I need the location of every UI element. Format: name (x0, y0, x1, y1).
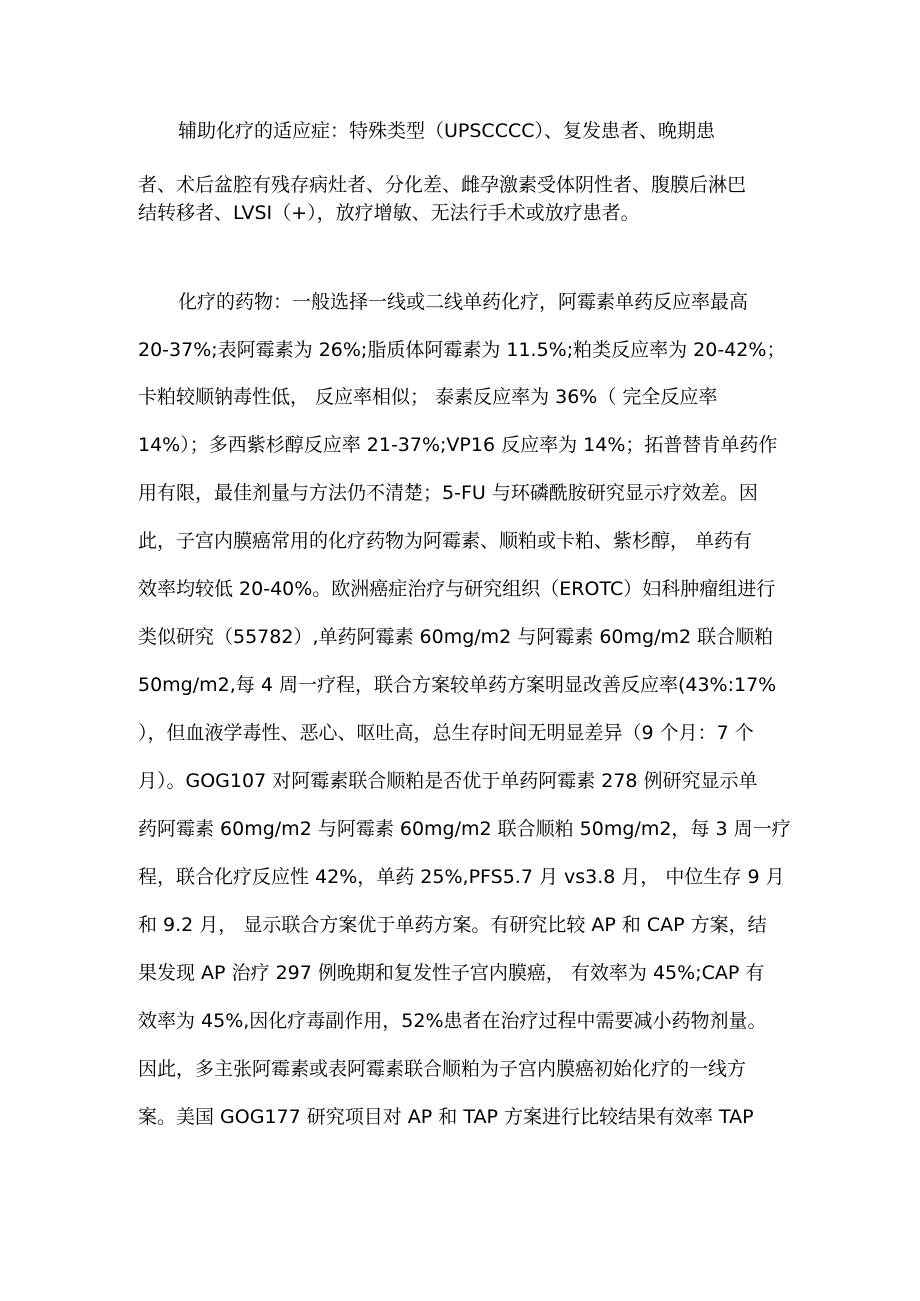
text-line: 20-37%;表阿霉素为 26%;脂质体阿霉素为 11.5%;粕类反应率为 20-42%； (138, 339, 786, 361)
text-line: 和 9.2 月， 显示联合方案优于单药方案。有研究比较 AP 和 CAP 方案，结 (138, 914, 767, 936)
text-line: 辅助化疗的适应症：特殊类型（UPSCCCC）、复发患者、晚期患 (178, 120, 715, 142)
text-line: 效率均较低 20-40%。欧洲癌症治疗与研究组织（EROTC）妇科肿瘤组进行 (138, 578, 776, 600)
text-line: 卡粕较顺钠毒性低， 反应率相似； 泰素反应率为 36%（ 完全反应率 (138, 386, 718, 408)
text-line: 用有限，最佳剂量与方法仍不清楚；5-FU 与环磷酰胺研究显示疗效差。因 (138, 482, 758, 504)
text-line: 50mg/m2,每 4 周一疗程，联合方案较单药方案明显改善反应率(43%:17% (138, 674, 777, 696)
text-line: 化疗的药物：一般选择一线或二线单药化疗，阿霉素单药反应率最高 (178, 291, 749, 313)
text-line: ），但血液学毒性、恶心、呕吐高，总生存时间无明显差异（9 个月：7 个 (138, 722, 754, 744)
text-line: 14%）；多西紫杉醇反应率 21-37%;VP16 反应率为 14%；拓普替肯单药作 (138, 434, 778, 456)
text-line: 程，联合化疗反应性 42%，单药 25%,PFS5.7 月 vs3.8 月， 中位生存 9 月 (138, 866, 785, 888)
text-line: 结转移者、LVSI（+），放疗增敏、无法行手术或放疗患者。 (138, 202, 640, 224)
text-line: 效率为 45%,因化疗毒副作用，52%患者在治疗过程中需要减小药物剂量。 (138, 1010, 767, 1032)
text-line: 月）。GOG107 对阿霉素联合顺粕是否优于单药阿霉素 278 例研究显示单 (138, 770, 758, 792)
text-line: 果发现 AP 治疗 297 例晚期和复发性子宫内膜癌， 有效率为 45%;CAP 有 (138, 962, 765, 984)
text-line: 药阿霉素 60mg/m2 与阿霉素 60mg/m2 联合顺粕 50mg/m2，每 3 周一疗 (138, 818, 791, 840)
text-line: 因此，多主张阿霉素或表阿霉素联合顺粕为子宫内膜癌初始化疗的一线方 (138, 1058, 747, 1080)
text-line: 案。美国 GOG177 研究项目对 AP 和 TAP 方案进行比较结果有效率 TAP (138, 1106, 754, 1128)
text-line: 此，子宫内膜癌常用的化疗药物为阿霉素、顺粕或卡粕、紫杉醇， 单药有 (138, 530, 753, 552)
text-line: 类似研究（55782）,单药阿霉素 60mg/m2 与阿霉素 60mg/m2 联合顺粕 (138, 626, 774, 648)
text-line: 者、术后盆腔有残存病灶者、分化差、雌孕激素受体阴性者、腹膜后淋巴 (138, 174, 747, 196)
